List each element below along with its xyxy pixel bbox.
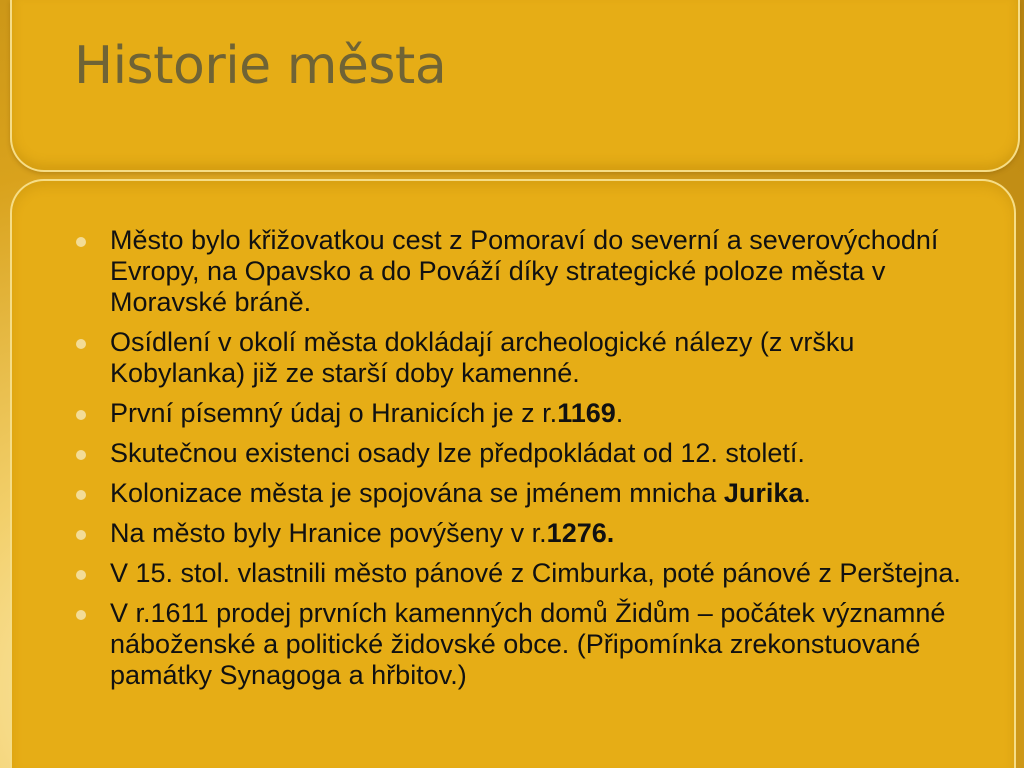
slide-title: Historie města xyxy=(74,36,447,96)
bullet-text-part: V r.1611 prodej prvních kamenných domů Židům – počátek významné náboženské a politické židovské obce. (Připomínka zrekonstuované památky Synagoga a hřbitov.) xyxy=(110,598,946,690)
bullet-text-part: Město bylo křižovatkou cest z Pomoraví do severní a severovýchodní Evropy, na Opavsko a do Pováží díky strategické poloze města v Moravské bráně. xyxy=(110,225,939,317)
bullet-dot-icon xyxy=(76,490,86,500)
bullet-item xyxy=(72,225,992,318)
bullet-item xyxy=(72,478,992,509)
bullet-item xyxy=(72,558,992,589)
bullet-text xyxy=(110,558,961,588)
bullet-item xyxy=(72,398,992,429)
bullet-text-part: . xyxy=(803,478,811,508)
bullet-text xyxy=(110,518,614,548)
bullet-text-part: Na město byly Hranice povýšeny v r. xyxy=(110,518,547,548)
bullet-list xyxy=(72,225,992,700)
bullet-text-part: . xyxy=(615,398,624,428)
bullet-text xyxy=(110,438,805,468)
bullet-item xyxy=(72,327,992,389)
bullet-dot-icon xyxy=(76,410,86,420)
bullet-item xyxy=(72,438,992,469)
content-panel xyxy=(10,179,1016,768)
bullet-text-part: V 15. stol. vlastnili město pánové z Cimburka, poté pánové z Perštejna. xyxy=(110,558,961,588)
bullet-text-part: Osídlení v okolí města dokládají archeologické nálezy (z vršku Kobylanka) již ze starší doby kamenné. xyxy=(110,327,855,388)
bullet-text xyxy=(110,398,623,428)
bullet-dot-icon xyxy=(76,450,86,460)
bullet-text-part: Kolonizace města je spojována se jménem mnicha xyxy=(110,478,724,508)
bullet-text xyxy=(110,598,945,690)
title-panel xyxy=(10,0,1020,172)
bullet-dot-icon xyxy=(76,530,86,540)
bullet-text xyxy=(110,327,854,388)
bullet-text xyxy=(110,225,938,317)
bullet-text-part: Skutečnou existenci osady lze předpokládat od 12. století. xyxy=(110,438,805,468)
bullet-text-bold: 1169 xyxy=(557,398,616,428)
bullet-text-bold: 1276. xyxy=(546,518,615,548)
bullet-dot-icon xyxy=(76,570,86,580)
bullet-dot-icon xyxy=(76,610,86,620)
bullet-dot-icon xyxy=(76,237,86,247)
bullet-item xyxy=(72,518,992,549)
bullet-text-bold: Jurika xyxy=(723,478,804,508)
bullet-text-part: První písemný údaj o Hranicích je z r. xyxy=(110,398,558,428)
bullet-dot-icon xyxy=(76,339,86,349)
bullet-text xyxy=(110,478,811,508)
bullet-item xyxy=(72,598,992,691)
